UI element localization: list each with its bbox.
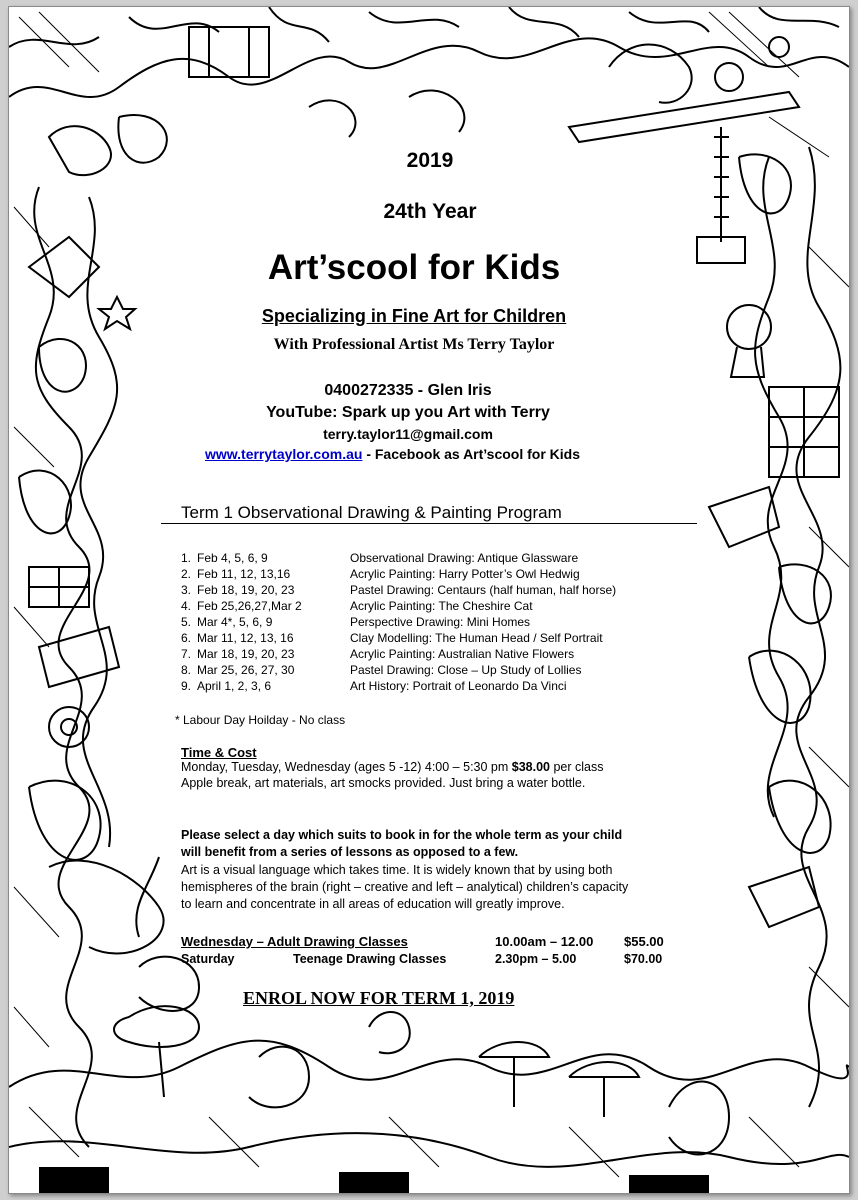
program-item bbox=[181, 567, 651, 583]
enrol-banner: ENROL NOW FOR TERM 1, 2019 bbox=[243, 988, 515, 1008]
program-item-number: 6. bbox=[181, 631, 192, 645]
program-item-number: 4. bbox=[181, 599, 192, 613]
facebook-label: - Facebook as Art’scool for Kids bbox=[362, 446, 580, 462]
program-heading: Term 1 Observational Drawing & Painting Program bbox=[181, 503, 562, 522]
flyer-subtitle: Specializing in Fine Art for Children bbox=[261, 306, 567, 326]
program-item-number: 7. bbox=[181, 647, 192, 661]
program-item bbox=[181, 663, 651, 679]
booking-note-2: will benefit from a series of lessons as opposed to a few. bbox=[181, 845, 519, 859]
program-item-dates: Mar 4*, 5, 6, 9 bbox=[197, 615, 273, 629]
program-item-dates: Feb 11, 12, 13,16 bbox=[197, 567, 291, 581]
program-item-dates: Mar 18, 19, 20, 23 bbox=[197, 647, 295, 661]
flyer-page bbox=[8, 6, 850, 1194]
program-heading-rule bbox=[161, 523, 697, 524]
program-item-dates: Feb 25,26,27,Mar 2 bbox=[197, 599, 302, 613]
class-schedule-text: Monday, Tuesday, Wednesday (ages 5 -12) 4:00 – 5:30 pm bbox=[181, 760, 512, 774]
website-link[interactable]: www.terrytaylor.com.au bbox=[205, 446, 363, 462]
program-item bbox=[181, 583, 651, 599]
art-info-line-3: to learn and concentrate in all areas of education will greatly improve. bbox=[181, 897, 565, 911]
program-item-number: 9. bbox=[181, 679, 192, 693]
program-item-activity: Observational Drawing: Antique Glassware bbox=[350, 551, 579, 565]
flyer-year: 2019 bbox=[406, 149, 454, 172]
class-schedule-line bbox=[181, 760, 603, 774]
program-item-activity: Perspective Drawing: Mini Homes bbox=[350, 615, 531, 629]
right-foliage bbox=[709, 147, 849, 1107]
teen-class-day: Saturday bbox=[181, 952, 235, 966]
program-item-activity: Acrylic Painting: Harry Potter’s Owl Hedwig bbox=[350, 567, 580, 581]
booking-note-1: Please select a day which suits to book in for the whole term as your child bbox=[181, 828, 623, 842]
phone-location: 0400272335 - Glen Iris bbox=[324, 382, 492, 399]
flyer-tagline: With Professional Artist Ms Terry Taylor bbox=[273, 336, 555, 353]
program-item-dates: Mar 11, 12, 13, 16 bbox=[197, 631, 294, 645]
inclusions-line: Apple break, art materials, art smocks provided. Just bring a water bottle. bbox=[181, 776, 586, 790]
program-item-dates: Feb 4, 5, 6, 9 bbox=[197, 551, 268, 565]
youtube-channel: YouTube: Spark up you Art with Terry bbox=[266, 404, 550, 421]
art-info-line-1: Art is a visual language which takes time. It is widely known that by using both bbox=[181, 863, 613, 877]
email-address: terry.taylor11@gmail.com bbox=[323, 426, 493, 442]
program-item-number: 5. bbox=[181, 615, 192, 629]
teen-class-price: $70.00 bbox=[624, 952, 663, 966]
program-item-activity: Clay Modelling: The Human Head / Self Portrait bbox=[350, 631, 603, 645]
program-item bbox=[181, 679, 651, 695]
program-item bbox=[181, 615, 651, 631]
teen-class-time: 2.30pm – 5.00 bbox=[495, 952, 577, 966]
contact-links-line bbox=[205, 446, 580, 462]
program-item-activity: Pastel Drawing: Centaurs (half human, half horse) bbox=[350, 583, 617, 597]
adult-class-label: Wednesday – Adult Drawing Classes bbox=[181, 934, 408, 949]
class-price-suffix: per class bbox=[549, 760, 604, 774]
program-item-dates: April 1, 2, 3, 6 bbox=[197, 679, 272, 693]
flyer-title: Art’scool for Kids bbox=[267, 248, 561, 287]
program-item bbox=[181, 631, 651, 647]
art-info-line-2: hemispheres of the brain (right – creative and left – analytical) children’s capacity bbox=[181, 880, 629, 894]
program-item-activity: Art History: Portrait of Leonardo Da Vinci bbox=[350, 679, 567, 693]
program-item-activity: Acrylic Painting: The Cheshire Cat bbox=[350, 599, 533, 613]
time-cost-heading: Time & Cost bbox=[181, 745, 257, 760]
anniversary-label: 24th Year bbox=[383, 200, 477, 223]
adult-class-price: $55.00 bbox=[624, 934, 664, 949]
adult-class-time: 10.00am – 12.00 bbox=[495, 934, 594, 949]
holiday-note: * Labour Day Hoilday - No class bbox=[175, 713, 346, 727]
program-item-number: 3. bbox=[181, 583, 192, 597]
program-item-activity: Acrylic Painting: Australian Native Flowers bbox=[350, 647, 575, 661]
class-price: $38.00 bbox=[511, 760, 550, 774]
left-foliage bbox=[14, 187, 199, 1147]
program-item bbox=[181, 551, 651, 567]
program-item bbox=[181, 647, 651, 663]
program-item bbox=[181, 599, 651, 615]
bottom-foliage bbox=[9, 1006, 849, 1193]
top-foliage bbox=[9, 7, 849, 263]
program-item-activity: Pastel Drawing: Close – Up Study of Lollies bbox=[350, 663, 582, 677]
program-item-dates: Mar 25, 26, 27, 30 bbox=[197, 663, 295, 677]
program-item-number: 2. bbox=[181, 567, 192, 581]
program-item-number: 1. bbox=[181, 551, 192, 565]
program-item-number: 8. bbox=[181, 663, 192, 677]
teen-class-label: Teenage Drawing Classes bbox=[293, 952, 447, 966]
program-item-dates: Feb 18, 19, 20, 23 bbox=[197, 583, 295, 597]
